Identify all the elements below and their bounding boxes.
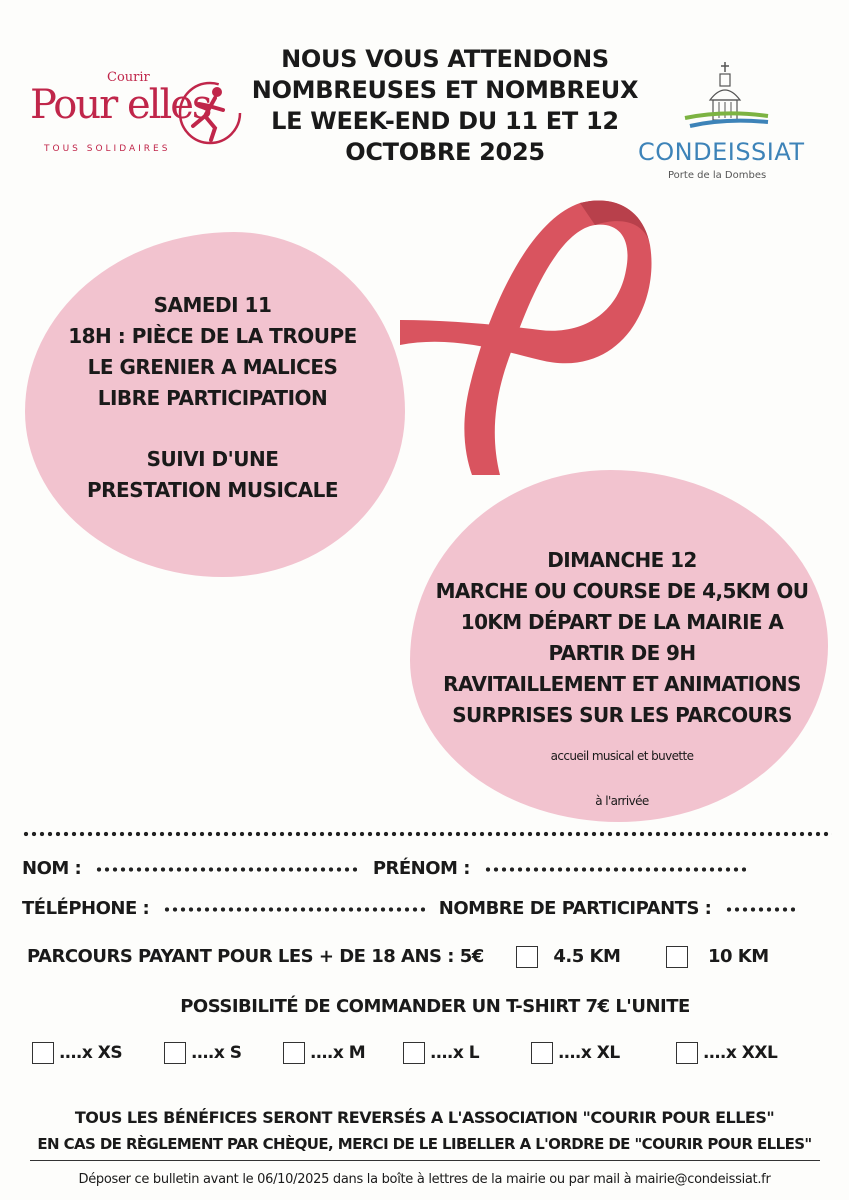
checkbox-10km[interactable] xyxy=(666,946,688,968)
parcours-label: PARCOURS PAYANT POUR LES + DE 18 ANS : 5€ xyxy=(27,946,484,967)
sun-line-2: MARCHE OU COURSE DE 4,5KM OU xyxy=(435,579,809,603)
courir-pour-elles-logo xyxy=(30,70,250,170)
checkbox-xxl[interactable] xyxy=(676,1042,698,1064)
checkbox-4-5km[interactable] xyxy=(516,946,538,968)
header-line-2: NOMBREUSES ET NOMBREUX xyxy=(251,76,639,104)
telephone-field[interactable] xyxy=(163,906,425,913)
saturday-program xyxy=(40,290,385,506)
footer-divider xyxy=(30,1160,820,1161)
sat-line-1: SAMEDI 11 xyxy=(153,293,272,317)
sat-line-5: SUIVI D'UNE xyxy=(146,447,279,471)
town-name: CONDEISSIAT xyxy=(638,138,805,166)
size-xs-label: ….x XS xyxy=(59,1043,123,1063)
sun-line-4: PARTIR DE 9H xyxy=(548,641,696,665)
course-row xyxy=(27,946,769,968)
option-4-5km-label: 4.5 KM xyxy=(553,946,621,967)
sat-line-2: 18H : PIÈCE DE LA TROUPE xyxy=(68,324,357,348)
sat-line-4: LIBRE PARTICIPATION xyxy=(97,386,328,410)
checkbox-xl[interactable] xyxy=(531,1042,553,1064)
size-m-label: ….x M xyxy=(310,1043,366,1063)
sat-line-3: LE GRENIER A MALICES xyxy=(87,355,338,379)
sun-note-1: accueil musical et buvette xyxy=(550,749,694,763)
header-line-4: OCTOBRE 2025 xyxy=(345,138,545,166)
condeissiat-logo xyxy=(630,60,820,185)
size-l-label: ….x L xyxy=(430,1043,480,1063)
pink-ribbon-graphic xyxy=(380,185,680,485)
sun-note-2: à l'arrivée xyxy=(595,794,649,808)
submission-instructions: Déposer ce bulletin avant le 06/10/2025 dans la boîte à lettres de la mairie ou par mail à mairie@condeissiat.fr xyxy=(78,1172,771,1187)
checkbox-s[interactable] xyxy=(164,1042,186,1064)
participants-field[interactable] xyxy=(725,906,795,913)
telephone-label: TÉLÉPHONE : xyxy=(22,898,150,919)
size-xs-option[interactable] xyxy=(32,1042,122,1064)
option-10km-label: 10 KM xyxy=(707,946,769,967)
size-m-option[interactable] xyxy=(283,1042,365,1064)
size-xxl-option[interactable] xyxy=(676,1042,777,1064)
runner-icon xyxy=(175,78,245,148)
size-xl-option[interactable] xyxy=(531,1042,620,1064)
prenom-label: PRÉNOM : xyxy=(372,858,470,879)
name-row xyxy=(22,858,746,879)
sunday-program xyxy=(412,545,832,817)
size-s-label: ….x S xyxy=(191,1043,242,1063)
logo-pour-elles-text: Pour elles xyxy=(30,82,211,128)
sun-line-5: RAVITAILLEMENT ET ANIMATIONS xyxy=(443,672,801,696)
sun-line-3: 10KM DÉPART DE LA MAIRIE A xyxy=(460,610,784,634)
benefits-notice: TOUS LES BÉNÉFICES SERONT REVERSÉS A L'ASSOCIATION "COURIR POUR ELLES" xyxy=(74,1108,775,1127)
header-line-1: NOUS VOUS ATTENDONS xyxy=(281,45,609,73)
logo-courir-text: Courir xyxy=(107,70,150,85)
size-xxl-label: ….x XXL xyxy=(703,1043,778,1063)
sun-line-1: DIMANCHE 12 xyxy=(547,548,697,572)
participants-label: NOMBRE DE PARTICIPANTS : xyxy=(438,898,712,919)
prenom-field[interactable] xyxy=(484,866,746,873)
checkbox-xs[interactable] xyxy=(32,1042,54,1064)
phone-row xyxy=(22,898,795,919)
cut-line-separator xyxy=(22,830,832,838)
sat-line-6: PRESTATION MUSICALE xyxy=(87,478,338,502)
cheque-notice: EN CAS DE RÈGLEMENT PAR CHÈQUE, MERCI DE LE LIBELLER A L'ORDRE DE "COURIR POUR ELLES" xyxy=(37,1135,812,1153)
size-s-option[interactable] xyxy=(164,1042,242,1064)
logo-tagline: TOUS SOLIDAIRES xyxy=(44,144,171,154)
header-line-3: LE WEEK-END DU 11 ET 12 xyxy=(271,107,619,135)
sun-line-6: SURPRISES SUR LES PARCOURS xyxy=(452,703,792,727)
church-tower-icon xyxy=(680,60,770,135)
size-l-option[interactable] xyxy=(403,1042,479,1064)
town-subtitle: Porte de la Dombes xyxy=(668,170,767,181)
nom-label: NOM : xyxy=(22,858,82,879)
checkbox-l[interactable] xyxy=(403,1042,425,1064)
nom-field[interactable] xyxy=(95,866,357,873)
tshirt-label: POSSIBILITÉ DE COMMANDER UN T-SHIRT 7€ L'UNITE xyxy=(180,996,690,1017)
checkbox-m[interactable] xyxy=(283,1042,305,1064)
size-xl-label: ….x XL xyxy=(558,1043,620,1063)
event-header xyxy=(245,44,645,168)
